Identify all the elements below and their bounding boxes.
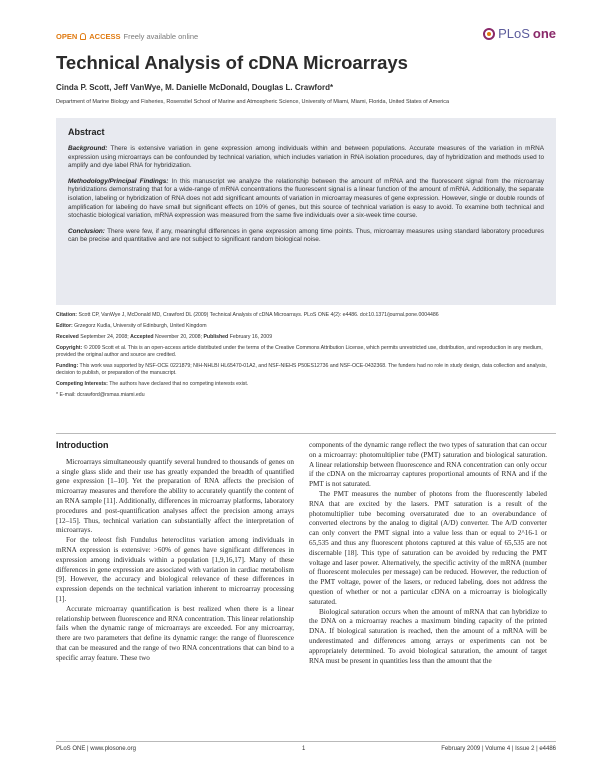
abstract-heading: Abstract [68, 127, 105, 137]
intro-paragraph-2: For the teleost fish Fundulus heteroclitus variation among individuals in mRNA expression is extensive: >60% of genes have significant differences in expression among individuals within a population [1,9,16,17]. Many of these differences in gene expression are associated with variation in cardiac metabolism [9]. However, the accuracy and biological relevance of these differences in expression depends on the technical variation inherent to microarray processing [1]. [56, 536, 294, 603]
footer-journal[interactable]: PLoS ONE | www.plosone.org [56, 746, 136, 752]
received-date: September 24, 2008; [80, 334, 129, 340]
published-label: Published [203, 334, 229, 340]
competing-interests [56, 381, 556, 388]
access-label: ACCESS [89, 32, 121, 41]
copyright-label: Copyright: [56, 345, 83, 351]
abstract-methods [68, 178, 544, 221]
abstract-conclusion [68, 228, 544, 245]
published-date: February 16, 2009 [229, 334, 273, 340]
background-label: Background: [68, 145, 108, 152]
open-access-badge [56, 32, 198, 41]
abstract-box [56, 118, 556, 305]
intro-paragraph-1: Microarrays simultaneously quantify several hundred to thousands of genes on a single glass slide and their use has greatly expanded the breadth of quantified gene expression [1–10]. Yet the preparation of RNA affects the precision of microarray measures and therefore the ability to accurately quantify the content of an RNA sample [11]. Additionally, differences in microarray platforms, laboratory procedures and post-quantification analyses affect the precision among arrays [12–15]. Thus, technical variation can substantially affect the interpretation of microarrays. [56, 457, 294, 535]
page-footer [56, 741, 556, 755]
accepted-label: Accepted [130, 334, 154, 340]
citation [56, 312, 556, 319]
corresponding-email[interactable]: * E-mail: dcrawford@rsmas.miami.edu [56, 392, 145, 398]
affiliation: Department of Marine Biology and Fisheries, Rosenstiel School of Marine and Atmospheric Science, University of Miami, Miami, Florida, United States of America [56, 99, 450, 105]
page-number: 1 [302, 746, 306, 752]
copyright-text: © 2009 Scott et al. This is an open-access article distributed under the terms of the Creative Commons Attribution License, which permits unrestricted use, distribution, and reproduction in any medium, provided the original author and source are credited. [56, 345, 543, 358]
editor-label: Editor: [56, 323, 73, 329]
freely-available-label: Freely available online [123, 32, 199, 41]
accepted-date: November 20, 2008; [154, 334, 202, 340]
plos-logo-icon [483, 28, 495, 40]
competing-label: Competing Interests: [56, 381, 108, 387]
citation-label: Citation: [56, 312, 78, 318]
intro-paragraph-3: Accurate microarray quantification is best realized when there is a linear relationship between fluorescence and RNA concentration. This linear relationship fails when the dynamic range of microarrays are exceeded. For any microarray, there are two parameters that define its dynamic range: the range of fluorescence that can be measured and the range of two RNA concentrations that can bind to a specific array feature. These two [56, 604, 294, 662]
open-lock-icon [80, 33, 86, 40]
body-column-left [56, 441, 294, 664]
copyright [56, 345, 556, 359]
received-label: Received [56, 334, 79, 340]
competing-text: The authors have declared that no competing interests exist. [109, 381, 249, 387]
abstract-background [68, 145, 544, 171]
logo-one-text: one [532, 26, 556, 41]
journal-logo [483, 26, 556, 41]
conclusion-text: There were few, if any, meaningful differences in gene expression among time points. Thus, microarray measures using standard laboratory procedures can be precise and quantitative and are not subject to significant random biological noise. [68, 227, 544, 244]
author-list: Cinda P. Scott, Jeff VanWye, M. Danielle McDonald, Douglas L. Crawford* [56, 83, 334, 92]
footer-issue: February 2009 | Volume 4 | Issue 2 | e4486 [441, 746, 556, 752]
dates [56, 334, 556, 341]
introduction-heading: Introduction [56, 440, 109, 450]
funding-text: This work was supported by NSF-OCE 0221879; NIH-NHLBI HL65470-01A2, and NSF-NIEHS P50ES12736 and NSF-OCE-0432368. The funders had no role in study design, data collection and analysis, decision to publish, or preparation of the manuscript. [56, 363, 547, 376]
background-text: There is extensive variation in gene expression among individuals within and between populations. Accurate measures of the variation in mRNA expression using microarrays can be confounded by technical variation, which includes variation in RNA isolation procedures, day of hybridization and methods used to amplify and dye label RNA for hybridization. [68, 145, 544, 170]
body-column-right [309, 441, 547, 666]
journal-header [56, 26, 556, 46]
intro-paragraph-5: The PMT measures the number of photons from the fluorescently labeled RNA that are excited by the lasers. PMT saturation is a result of the photomultiplier tube becoming oversaturated due to an overabundance of converted electrons by the analog to digital (A/D) converter. The A/D converter can only convert the PMT signal into a value less than or equal to 2^16-1 or 65,535 and thus any fluorescent photons captured at this value of 65,535 are not discernable [18]. This type of saturation can be avoided by reducing the PMT voltage and laser power. Alternatively, the specific activity of the mRNA (number of fluorescent molecules per message) can be reduced. However, the reduction of the PMT voltage, power of the lasers, or reduced labeling, does not address the question of whether or not a particular cDNA on a microarray is biologically saturated. [309, 489, 547, 606]
section-divider [56, 433, 556, 434]
methods-label: Methodology/Principal Findings: [68, 177, 169, 185]
intro-paragraph-6: Biological saturation occurs when the amount of mRNA that can hybridize to the DNA on a microarray reaches a maximum binding capacity of the printed DNA. If biological saturation is reached, then the amount of a mRNA will be underestimated and differences among arrays or experiments can not be appropriately determined. To avoid biological saturation, the amount of target RNA must be present in quantities less than the amount that the [309, 607, 547, 665]
intro-paragraph-4: components of the dynamic range reflect the two types of saturation that can occur on a microarray: photomultiplier tube (PMT) saturation and biological saturation. A linear relationship between fluorescence and RNA concentration can only occur if the cDNA on the microarray captures proportional amounts of RNA and if the PMT is not saturated. [309, 441, 547, 489]
article-title: Technical Analysis of cDNA Microarrays [56, 52, 408, 73]
conclusion-label: Conclusion: [68, 227, 105, 235]
funding [56, 363, 556, 377]
editor [56, 323, 556, 330]
logo-plos-text: PLoS [498, 26, 530, 41]
article-metadata [56, 312, 556, 403]
citation-text: Scott CP, VanWye J, McDonald MD, Crawford DL (2009) Technical Analysis of cDNA Microarrays. PLoS ONE 4(2): e4486. doi:10.1371/journal.pone.0004486 [78, 312, 439, 318]
methods-text: In this manuscript we analyze the relationship between the amount of mRNA and the fluorescent signal from the microarray hybridizations demonstrating that for a wide-range of mRNA concentrations the fluorescent signal is a linear function of the amount of mRNA. Additionally, the separate isolation, labeling or hybridization of RNA does not add significant amounts of variation in microarray measures of gene expression. However, single or double rounds of amplification for labeling do have small but significant effects on 10% of genes, but this source of technical variation is easy to avoid. To examine both technical and stochastic biological variation, mRNA expression was measured from the same five individuals over a six-week time course. [68, 177, 544, 220]
funding-label: Funding: [56, 363, 79, 369]
open-label: OPEN [56, 32, 78, 41]
editor-text: Grzegorz Kudla, University of Edinburgh, United Kingdom [74, 323, 207, 329]
